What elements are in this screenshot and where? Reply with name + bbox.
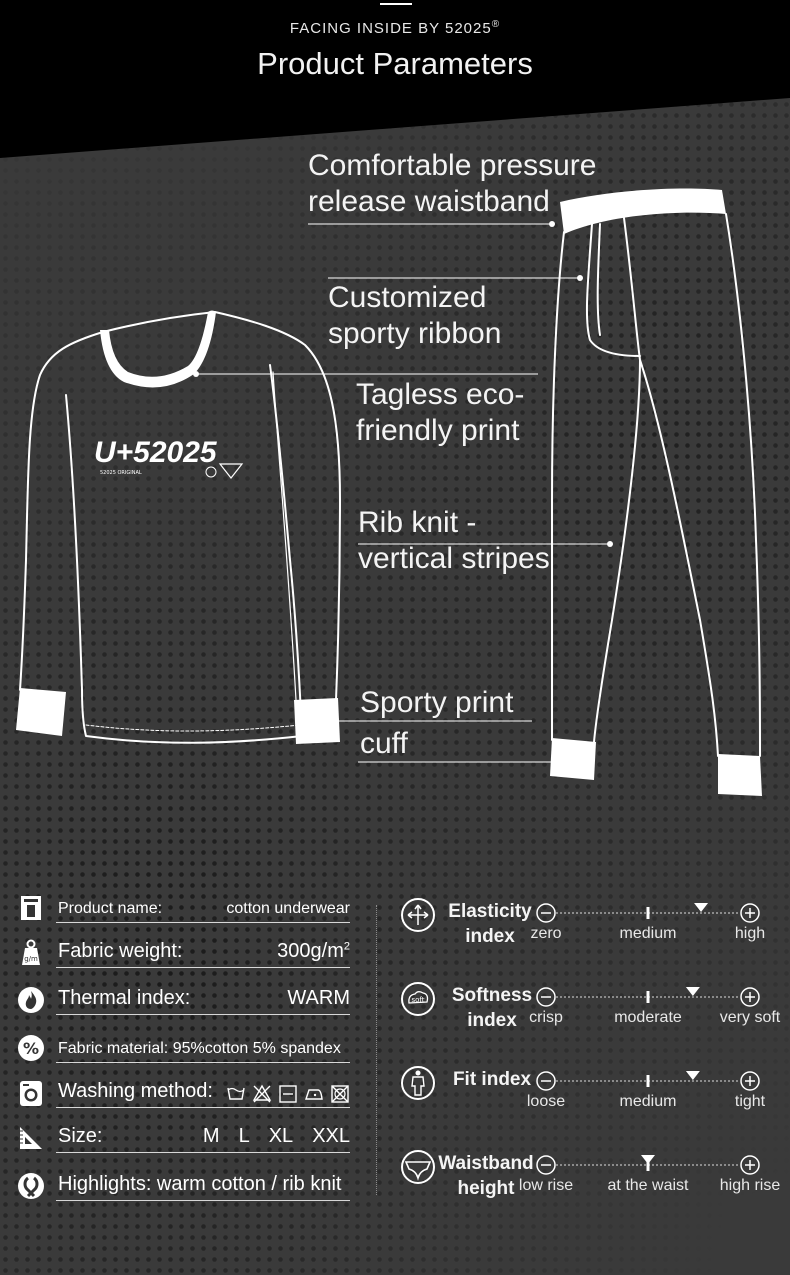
minus-icon [537, 1156, 555, 1174]
shirt-left-cuff [16, 688, 66, 736]
callout-rib-line1: Rib knit - [358, 506, 477, 539]
callout-cuff [360, 682, 513, 764]
parameter-value-superscript: 2 [343, 940, 350, 953]
parameter-row [16, 985, 356, 1015]
parameter-label: Fabric material: 95%cotton 5% spandex [58, 1040, 341, 1057]
index-title-line: Elasticity [448, 901, 532, 922]
leader-dot-ribbon [577, 275, 583, 281]
parameter-value-text: WARM [287, 987, 350, 1009]
callout-cuff-line1: Sporty print [360, 686, 514, 719]
leader-dot-rib [607, 541, 613, 547]
index-scale-label: tight [734, 1093, 766, 1110]
size-options [203, 1125, 350, 1148]
parameter-row [16, 938, 356, 968]
shirt-side-seam [273, 372, 296, 700]
parameter-underline [56, 1014, 350, 1015]
parameter-value [277, 940, 350, 963]
index-marker [694, 903, 708, 912]
index-scale-label: high rise [719, 1177, 781, 1194]
size-option: XXL [312, 1125, 350, 1147]
index-scale-label: zero [530, 925, 562, 942]
parameter-underline [56, 922, 350, 923]
parameter-underline [56, 1200, 350, 1201]
parameter-underline [56, 1107, 350, 1108]
parameter-row [16, 1123, 356, 1153]
weight-icon-text: g/m [24, 955, 38, 963]
index-row [398, 981, 790, 1045]
no-tumble-dry-icon [330, 1084, 350, 1104]
header-subtitle-text: FACING INSIDE BY 52025 [289, 20, 492, 37]
leader-dot-print [193, 371, 199, 377]
index-scale [398, 1065, 790, 1095]
callout-print-line1: Tagless eco- [356, 378, 525, 411]
page-title: Product Parameters [257, 46, 533, 81]
index-marker [641, 1155, 655, 1164]
plus-icon [741, 1072, 759, 1090]
index-scale-label: very soft [719, 1009, 781, 1026]
parameter-label: Highlights: warm cotton / rib knit [58, 1173, 342, 1195]
index-scale-label: high [734, 925, 766, 942]
plus-icon [741, 1156, 759, 1174]
tag-icon [16, 893, 46, 923]
index-title-line: index [467, 1010, 517, 1031]
shirt-logo: U+52025 [94, 436, 217, 469]
plus-icon [741, 904, 759, 922]
index-marker [686, 987, 700, 996]
index-row [398, 1065, 790, 1129]
index-scale-label: medium [619, 1093, 677, 1110]
parameter-label: Washing method: [58, 1080, 213, 1102]
leader-dot-waistband [549, 221, 555, 227]
ribbon-icon [16, 1171, 46, 1201]
index-scale [398, 1149, 790, 1179]
index-title-line: Waistband [438, 1153, 534, 1174]
parameter-row [16, 1033, 356, 1063]
soft-icon-text: soft [411, 996, 425, 1004]
index-scale-label: medium [619, 925, 677, 942]
care-icons [220, 1084, 350, 1104]
index-scale-label: crisp [529, 1009, 563, 1026]
svg-text:%: % [22, 1039, 40, 1058]
index-title-line: Fit index [452, 1069, 532, 1090]
size-option: XL [268, 1125, 294, 1147]
parameter-label: Fabric weight: [58, 940, 183, 962]
plus-icon [741, 988, 759, 1006]
no-bleach-icon [252, 1084, 272, 1104]
index-midpoint-tick [647, 907, 650, 919]
flame-icon [16, 985, 46, 1015]
callout-waistband-line1: Comfortable pressure [308, 149, 597, 182]
shirt-print-badge [220, 464, 242, 478]
index-scale [398, 897, 790, 927]
parameter-label: Thermal index: [58, 987, 191, 1009]
pants-outline [552, 214, 760, 756]
index-scale-label: moderate [614, 1009, 682, 1026]
index-midpoint-tick [647, 1075, 650, 1087]
wash-30-icon [226, 1084, 246, 1104]
index-scale [398, 981, 790, 1011]
dry-flat-icon [278, 1084, 298, 1104]
parameter-label: Product name: [58, 900, 163, 917]
callout-print-line2: friendly print [356, 414, 520, 447]
weight-icon [16, 938, 46, 968]
pants-right-cuff [718, 754, 762, 796]
index-row [398, 1149, 790, 1213]
callout-rib-line2: vertical stripes [358, 542, 550, 575]
callout-ribbon [328, 280, 501, 352]
index-marker [686, 1071, 700, 1080]
index-midpoint-tick [647, 991, 650, 1003]
shirt-collar [100, 311, 216, 388]
parameter-row [16, 893, 356, 923]
registered-mark: ® [491, 19, 501, 30]
index-title-line: height [457, 1178, 515, 1199]
index-title-line: Softness [451, 985, 533, 1006]
shirt-print-small-text: 52025 ORIGINAL [100, 470, 142, 476]
percent-icon [16, 1033, 46, 1063]
index-row [398, 897, 790, 961]
iron-icon [304, 1084, 324, 1104]
index-scale-label: at the waist [607, 1177, 689, 1194]
index-title-line: index [465, 926, 515, 947]
shirt-hem-stitch [86, 725, 300, 731]
size-option: M [202, 1125, 220, 1147]
index-scale-label: low rise [518, 1177, 574, 1194]
parameter-underline [56, 967, 350, 968]
parameter-underline [56, 1152, 350, 1153]
parameter-row [16, 1171, 356, 1201]
size-option: L [238, 1125, 250, 1147]
minus-icon [537, 1072, 555, 1090]
callout-waistband [308, 148, 596, 220]
parameter-value [226, 900, 350, 918]
callout-ribbon-line2: sporty ribbon [328, 317, 502, 350]
callout-rib [358, 505, 550, 577]
parameter-underline [56, 1062, 350, 1063]
callout-print [356, 377, 524, 449]
callout-ribbon-line1: Customized [328, 281, 487, 314]
washing-machine-icon [16, 1078, 46, 1108]
shirt-right-cuff [294, 698, 340, 744]
parameter-value [287, 987, 350, 1010]
parameter-label: Size: [58, 1125, 103, 1147]
parameter-row [16, 1078, 356, 1108]
ruler-icon [16, 1123, 46, 1153]
minus-icon [537, 988, 555, 1006]
parameter-value-text: 300g/m [277, 940, 344, 962]
callout-waistband-line2: release waistband [308, 185, 550, 218]
parameter-value-text: cotton underwear [226, 900, 350, 917]
callout-cuff-line2: cuff [360, 727, 408, 760]
pants-left-cuff [550, 738, 596, 780]
index-scale-label: loose [526, 1093, 566, 1110]
column-separator [376, 905, 377, 1195]
minus-icon [537, 904, 555, 922]
